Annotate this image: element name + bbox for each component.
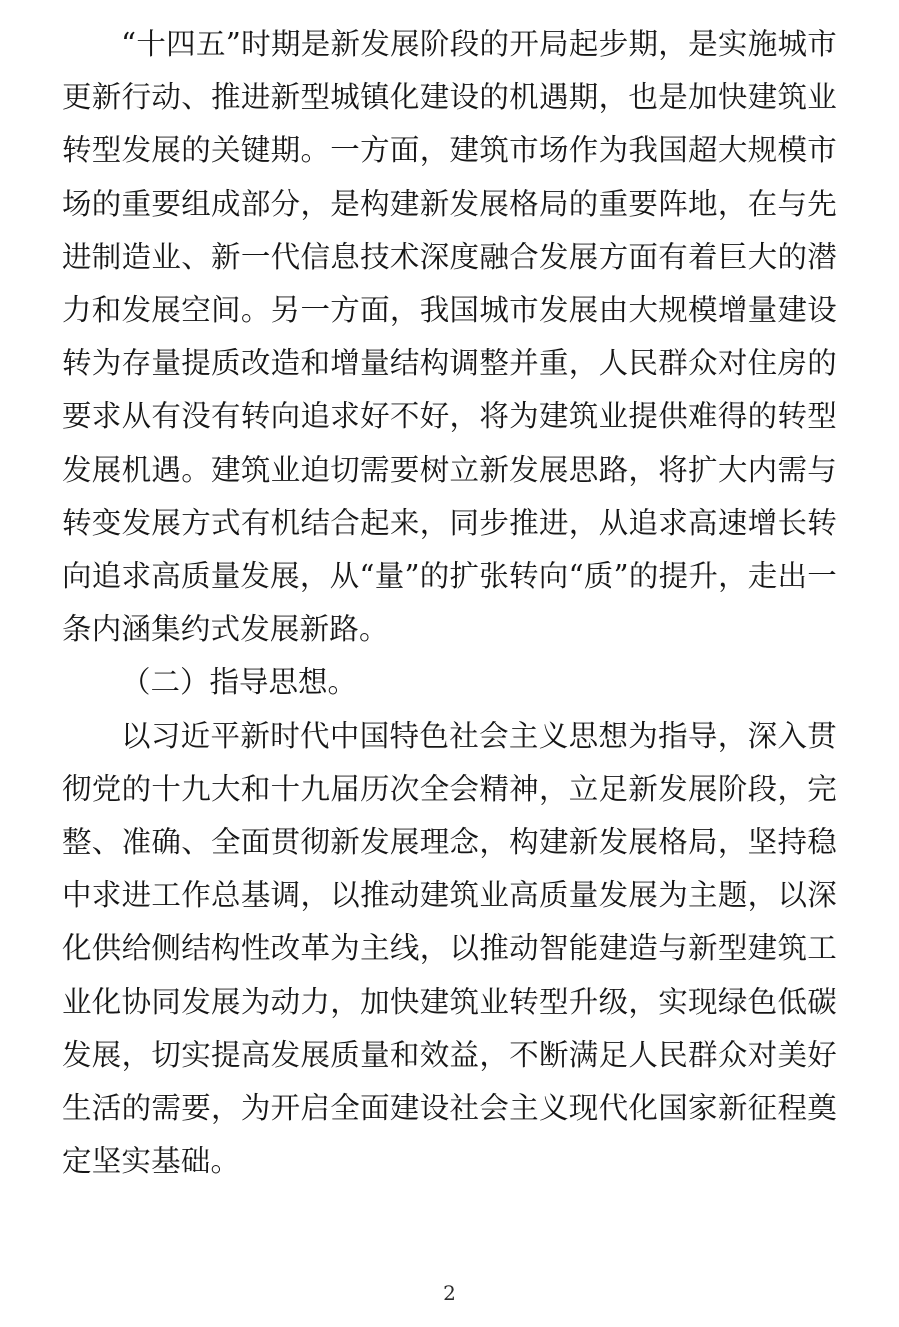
section-heading: （二）指导思想。 bbox=[121, 665, 358, 700]
paragraph-block: “十四五”时期是新发展阶段的开局起步期，是实施城市更新行动、推进新型城镇化建设的机遇期，也是加快建筑业转型发展的关键期。一方面，建筑市场作为我国超大规模市场的重要组成部分，是构建新发展格局的重要阵地，在与先进制造业、新一代信息技术深度融合发展方面有着巨大的潜力和发展空间。另一方面，我国城市发展由大规模增量建设转为存量提质改造和增量结构调整并重，人民群众对住房的要求从有没有转向追求好不好，将为建筑业提供难得的转型发展机遇。建筑业迫切需要树立新发展思路，将扩大内需与转变发展方式有机结合起来，同步推进，从追求高速增长转向追求高质量发展，从“量”的扩张转向“质”的提升，走出一条内涵集约式发展新路。 bbox=[62, 27, 837, 647]
page-number: 2 bbox=[443, 1281, 456, 1305]
document-body bbox=[62, 18, 837, 1327]
paragraph-block: 以习近平新时代中国特色社会主义思想为指导，深入贯彻党的十九大和十九届历次全会精神，立足新发展阶段，完整、准确、全面贯彻新发展理念，构建新发展格局，坚持稳中求进工作总基调，以推动建筑业高质量发展为主题，以深化供给侧结构性改革为主线，以推动智能建造与新型建筑工业化协同发展为动力，加快建筑业转型升级，实现绿色低碳发展，切实提高发展质量和效益，不断满足人民群众对美好生活的需要，为开启全面建设社会主义现代化国家新征程奠定坚实基础。 bbox=[62, 718, 837, 1179]
